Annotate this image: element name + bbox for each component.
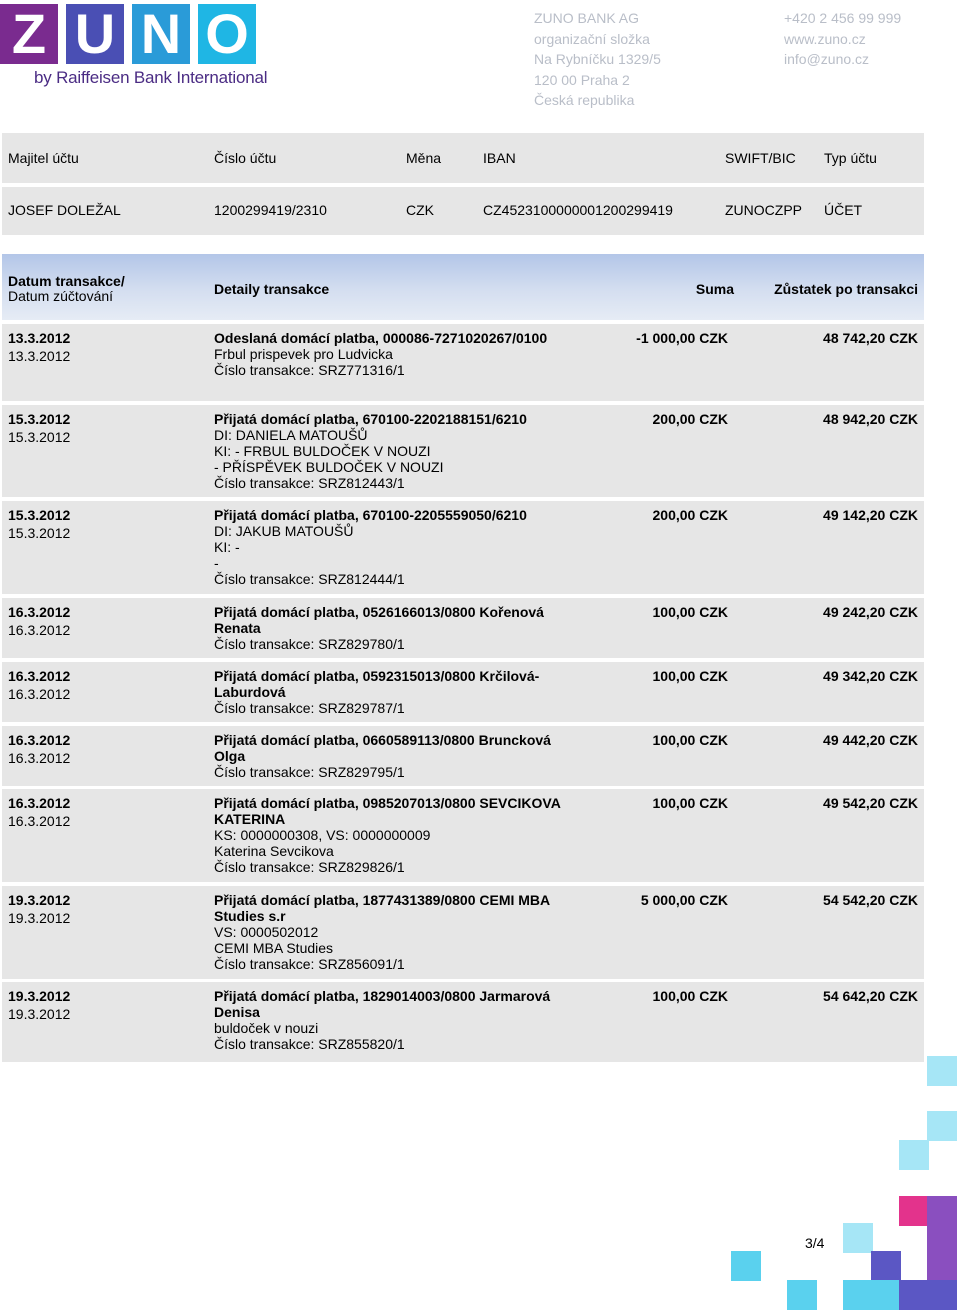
transaction-amount: 100,00 CZK [652, 732, 728, 748]
transaction-details [214, 668, 564, 716]
decor-square [927, 1196, 957, 1226]
decor-square [899, 1280, 929, 1310]
transaction-detail-line: Přijatá domácí platba, 1829014003/0800 Jarmarová [214, 988, 551, 1004]
transaction-detail-line: - PŘÍSPĚVEK BULDOČEK V NOUZI [214, 459, 444, 475]
transaction-date: 16.3.2012 [8, 668, 71, 684]
header-account-type: Typ účtu [824, 150, 877, 166]
transaction-details [214, 604, 564, 652]
transaction-row [2, 726, 924, 786]
decor-square [843, 1223, 873, 1253]
transaction-detail-line: VS: 0000502012 [214, 924, 319, 940]
transaction-amount: 200,00 CZK [652, 411, 728, 427]
transaction-detail-line: Katerina Sevcikova [214, 843, 334, 859]
transaction-detail-line: Číslo transakce: SRZ829780/1 [214, 636, 405, 652]
transaction-detail-line: Přijatá domácí platba, 1877431389/0800 CEMI MBA [214, 892, 551, 908]
decor-square [899, 1196, 929, 1226]
settlement-date: 16.3.2012 [8, 749, 71, 766]
settlement-date: 15.3.2012 [8, 524, 71, 541]
transaction-amount: -1 000,00 CZK [636, 330, 728, 346]
transaction-row [2, 501, 924, 594]
settlement-date: 16.3.2012 [8, 685, 71, 702]
transaction-details [214, 507, 564, 587]
decor-square [927, 1056, 957, 1086]
settlement-date: 16.3.2012 [8, 621, 71, 638]
transaction-details [214, 732, 564, 780]
transaction-amount: 200,00 CZK [652, 507, 728, 523]
transaction-row [2, 405, 924, 497]
transaction-row [2, 324, 924, 401]
transactions-header [2, 254, 924, 320]
header-owner: Majitel účtu [8, 150, 79, 166]
transaction-balance: 48 942,20 CZK [823, 411, 918, 427]
transaction-detail-line: Přijatá domácí platba, 0660589113/0800 Bruncková [214, 732, 551, 748]
bank-branch: organizační složka [534, 30, 650, 47]
transaction-detail-line: Denisa [214, 1004, 260, 1020]
transaction-dates [8, 330, 70, 365]
transaction-detail-line: Číslo transakce: SRZ812443/1 [214, 475, 405, 491]
header-account-number: Číslo účtu [214, 150, 277, 166]
decor-square [871, 1280, 901, 1310]
header-details: Detaily transakce [214, 281, 330, 297]
logo-subtitle: by Raiffeisen Bank International [34, 68, 268, 87]
transaction-row [2, 886, 924, 979]
transaction-dates [8, 604, 70, 639]
transaction-date: 15.3.2012 [8, 411, 71, 427]
transaction-dates [8, 892, 70, 927]
transaction-date: 19.3.2012 [8, 988, 71, 1004]
transaction-detail-line: Číslo transakce: SRZ829787/1 [214, 700, 405, 716]
account-number: 1200299419/2310 [214, 202, 327, 218]
transaction-balance: 49 442,20 CZK [823, 732, 918, 748]
logo-letter-n: N [132, 4, 190, 64]
transaction-date: 15.3.2012 [8, 507, 71, 523]
bank-email-link[interactable]: info@zuno.cz [784, 51, 870, 68]
header-date-line1: Datum transakce/ [8, 273, 125, 289]
transaction-row [2, 662, 924, 722]
decor-square [787, 1280, 817, 1310]
transaction-detail-line: - [214, 555, 219, 571]
settlement-date: 19.3.2012 [8, 909, 71, 926]
header-date-line2: Datum zúčtování [8, 288, 114, 304]
transaction-detail-line: KATERINA [214, 811, 286, 827]
transaction-balance: 54 542,20 CZK [823, 892, 918, 908]
decor-square [899, 1140, 929, 1170]
transaction-details [214, 988, 564, 1052]
transaction-dates [8, 507, 70, 542]
header-currency: Měna [406, 150, 442, 166]
transaction-date: 16.3.2012 [8, 795, 71, 811]
transaction-detail-line: Přijatá domácí platba, 0985207013/0800 SEVCIKOVA [214, 795, 561, 811]
decor-square [843, 1280, 873, 1310]
account-header-row [2, 133, 924, 183]
zuno-logo [0, 0, 268, 95]
transaction-balance: 49 542,20 CZK [823, 795, 918, 811]
transaction-detail-line: Číslo transakce: SRZ771316/1 [214, 362, 405, 378]
transaction-balance: 49 242,20 CZK [823, 604, 918, 620]
bank-country: Česká republika [534, 92, 635, 109]
transaction-date: 13.3.2012 [8, 330, 71, 346]
bank-website-link[interactable]: www.zuno.cz [784, 30, 866, 47]
bank-address [534, 8, 661, 111]
decor-square [927, 1251, 957, 1281]
bank-name: ZUNO BANK AG [534, 10, 640, 26]
transaction-balance: 48 742,20 CZK [823, 330, 918, 346]
transaction-row [2, 598, 924, 658]
transaction-detail-line: Číslo transakce: SRZ829826/1 [214, 859, 405, 875]
transaction-detail-line: Číslo transakce: SRZ855820/1 [214, 1036, 405, 1052]
bank-contacts [784, 8, 901, 70]
transaction-balance: 49 142,20 CZK [823, 507, 918, 523]
decor-square [731, 1251, 761, 1281]
transaction-dates [8, 732, 70, 767]
transaction-row [2, 789, 924, 882]
transaction-dates [8, 988, 70, 1023]
decor-square [927, 1223, 957, 1253]
bank-phone: +420 2 456 99 999 [784, 10, 902, 26]
logo-letter-z: Z [0, 4, 58, 64]
transaction-details [214, 411, 564, 491]
logo-letter-u: U [66, 4, 124, 64]
account-type: ÚČET [824, 202, 863, 218]
transaction-detail-line: Olga [214, 748, 246, 764]
account-info-row [2, 187, 924, 235]
transaction-dates [8, 795, 70, 830]
decor-square [871, 1251, 901, 1281]
transaction-details [214, 795, 564, 875]
header-iban: IBAN [483, 150, 516, 166]
transaction-details [214, 330, 564, 378]
settlement-date: 13.3.2012 [8, 347, 71, 364]
transaction-date: 16.3.2012 [8, 732, 71, 748]
settlement-date: 15.3.2012 [8, 428, 71, 445]
transaction-detail-line: KS: 0000000308, VS: 0000000009 [214, 827, 431, 843]
header-balance: Zůstatek po transakci [774, 281, 918, 297]
transaction-balance: 54 642,20 CZK [823, 988, 918, 1004]
bank-city: 120 00 Praha 2 [534, 71, 630, 88]
transaction-amount: 100,00 CZK [652, 668, 728, 684]
transaction-amount: 100,00 CZK [652, 988, 728, 1004]
transaction-date: 19.3.2012 [8, 892, 71, 908]
bank-street: Na Rybníčku 1329/5 [534, 51, 661, 68]
transaction-detail-line: Odeslaná domácí platba, 000086-7271020267/0100 [214, 330, 548, 346]
transaction-detail-line: Studies s.r [214, 908, 286, 924]
transaction-amount: 5 000,00 CZK [640, 892, 728, 908]
transaction-detail-line: Číslo transakce: SRZ812444/1 [214, 571, 405, 587]
transaction-detail-line: DI: DANIELA MATOUŠŮ [214, 427, 368, 443]
transaction-detail-line: Číslo transakce: SRZ856091/1 [214, 956, 405, 972]
transaction-detail-line: CEMI MBA Studies [214, 940, 334, 956]
transaction-amount: 100,00 CZK [652, 604, 728, 620]
account-iban: CZ4523100000001200299419 [483, 202, 673, 218]
settlement-date: 16.3.2012 [8, 812, 71, 829]
account-currency: CZK [406, 202, 434, 218]
transaction-detail-line: Přijatá domácí platba, 0526166013/0800 Kořenová [214, 604, 544, 620]
transaction-balance: 49 342,20 CZK [823, 668, 918, 684]
transaction-row [2, 982, 924, 1062]
transaction-dates [8, 668, 70, 703]
transaction-detail-line: Renata [214, 620, 261, 636]
account-owner: JOSEF DOLEŽAL [8, 202, 121, 218]
transaction-detail-line: Číslo transakce: SRZ829795/1 [214, 764, 405, 780]
transaction-detail-line: Přijatá domácí platba, 670100-2202188151/6210 [214, 411, 527, 427]
decor-square [927, 1280, 957, 1310]
transaction-details [214, 892, 564, 972]
transaction-detail-line: buldoček v nouzi [214, 1020, 319, 1036]
transaction-detail-line: DI: JAKUB MATOUŠŮ [214, 523, 354, 539]
transaction-dates [8, 411, 70, 446]
transaction-amount: 100,00 CZK [652, 795, 728, 811]
decor-square [927, 1111, 957, 1141]
header-amount: Suma [695, 281, 734, 297]
header-swift: SWIFT/BIC [725, 150, 796, 166]
transaction-date: 16.3.2012 [8, 604, 71, 620]
page-number: 3/4 [805, 1235, 825, 1251]
account-swift: ZUNOCZPP [725, 202, 802, 218]
transaction-detail-line: KI: - FRBUL BULDOČEK V NOUZI [214, 443, 431, 459]
transaction-detail-line: Frbul prispevek pro Ludvicka [214, 346, 393, 362]
transaction-detail-line: Laburdová [214, 684, 286, 700]
transaction-detail-line: KI: - [214, 539, 240, 555]
transaction-detail-line: Přijatá domácí platba, 670100-2205559050/6210 [214, 507, 527, 523]
transaction-detail-line: Přijatá domácí platba, 0592315013/0800 Krčilová- [214, 668, 540, 684]
logo-letter-o: O [198, 4, 256, 64]
settlement-date: 19.3.2012 [8, 1005, 71, 1022]
